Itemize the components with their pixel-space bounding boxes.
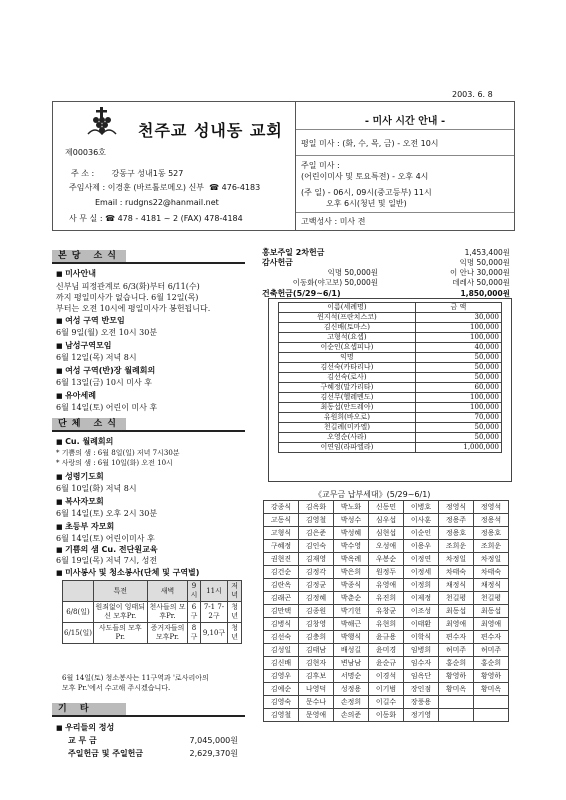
donor-name: 고형석(요셉) (279, 333, 416, 343)
office-phone: 478 - 4181 ~ 2 (117, 214, 179, 223)
donor-name: 윈지석(프란치스코) (279, 313, 416, 323)
payer-name: 김건순 (264, 566, 299, 579)
donor-name: 천길례(미카엘) (279, 423, 416, 433)
table-row (264, 540, 509, 553)
volunteer-title: ■ 미사봉사 및 청소봉사(단체 및 구역별) (56, 567, 199, 578)
email-address[interactable]: rudgns22@hanmail.net (124, 198, 219, 207)
elementary-mothers-title: ■ 초등부 자모회 (56, 521, 114, 532)
women-meeting-body: 6월 9일(월) 오전 10시 30분 (56, 328, 158, 337)
payer-name: 채정식 (474, 579, 509, 592)
divider (52, 262, 245, 264)
table-header: 새벽 (147, 581, 188, 602)
payer-name: 정기영 (404, 709, 439, 722)
prayer-meeting-body: 6월 10일(화) 저녁 8시 (56, 484, 137, 493)
payer-name: 김충희 (299, 631, 334, 644)
payer-name: 배성길 (334, 644, 369, 657)
payer-name: 황영하 (474, 670, 509, 683)
table-row (279, 323, 502, 333)
cu-meeting-line-2: * 사랑의 샘 : 6월 10일(화) 오전 10시 (56, 459, 173, 467)
donor-amount: 50,000 (415, 433, 501, 443)
payer-name: 황영하 (439, 670, 474, 683)
table-row (264, 605, 509, 618)
table-cell: 증거자들의 모후Pr. (147, 623, 188, 644)
payer-name: 문수나 (299, 696, 334, 709)
payer-name: 김현자 (299, 657, 334, 670)
payer-name: 유현희 (369, 618, 404, 631)
payer-name: 편수자 (474, 631, 509, 644)
payers-grid (263, 500, 509, 722)
table-row (264, 683, 509, 696)
table-cell: 청년 (228, 602, 242, 623)
sunday-mass-children: (어린이미사 및 토요특전) - 오후 4시 (301, 172, 429, 181)
building-fund-table (278, 302, 502, 453)
payer-name: 김영철 (264, 709, 299, 722)
weekday-mass: 평일 미사 : (화, 수, 목, 금) - 오전 10시 (301, 139, 439, 148)
table-row (279, 413, 502, 423)
payer-name: 이정세 (404, 566, 439, 579)
payer-name: 황미옥 (474, 683, 509, 696)
table-row (279, 373, 502, 383)
donor-name: 구혜정(말가리타) (279, 383, 416, 393)
table-row (264, 657, 509, 670)
payer-name: 김선숙 (264, 631, 299, 644)
payer-name: 김영철 (299, 514, 334, 527)
office-fax: (FAX) 478-4184 (180, 214, 243, 223)
payer-name: 최영애 (474, 618, 509, 631)
table-row (279, 433, 502, 443)
payer-name: 유영애 (369, 579, 404, 592)
table-cell: 청년 (228, 623, 242, 644)
payer-name: 윤미경 (369, 644, 404, 657)
donor-name: 오영순(사라) (279, 433, 416, 443)
table-row (63, 602, 242, 623)
payer-name: 이제정 (404, 592, 439, 605)
donor-amount: 40,000 (415, 343, 501, 353)
thanks-row: 익명 50,000원 (327, 268, 378, 277)
payer-name: 신동민 (369, 501, 404, 514)
payer-name (474, 709, 509, 722)
payer-name: 정영식 (439, 501, 474, 514)
thanks-row: 데레사 50,000원 (452, 278, 510, 287)
donor-amount: 50,000 (415, 353, 501, 363)
volunteer-table (62, 580, 242, 644)
table-row (264, 553, 509, 566)
offering-amount: 7,045,000원 (189, 736, 238, 745)
payer-name (439, 709, 474, 722)
table-row (264, 631, 509, 644)
table-cell: 6/15(일) (63, 623, 94, 644)
payer-name: 이기범 (369, 683, 404, 696)
payer-name: 김재영 (299, 553, 334, 566)
priest-label: 주임사제 : (69, 183, 106, 192)
payer-name: 윤규용 (369, 631, 404, 644)
donor-amount: 100,000 (415, 403, 501, 413)
grape-cross-logo-icon (85, 106, 119, 138)
cu-meeting-title: ■ Cu. 월례회의 (56, 436, 113, 447)
payer-name: 우봉순 (369, 553, 404, 566)
donor-amount: 60,000 (415, 383, 501, 393)
payer-name: 이길수 (369, 696, 404, 709)
table-row (264, 592, 509, 605)
table-row (264, 579, 509, 592)
table-header-row (63, 581, 242, 602)
payer-name: 조희운 (474, 540, 509, 553)
church-name: 천주교 성내동 교회 (138, 121, 283, 140)
building-fund-total: 1,850,000원 (460, 289, 510, 298)
sunday-mass-evening: 오후 6시(청년 및 일반) (326, 199, 407, 208)
payer-name: 이태환 (404, 618, 439, 631)
payer-name: 김정균 (299, 579, 334, 592)
payer-name: 김후보 (299, 670, 334, 683)
payer-name: 박행식 (334, 631, 369, 644)
table-row (264, 566, 509, 579)
payer-name: 임병희 (404, 644, 439, 657)
altar-mothers-title: ■ 복사자모회 (56, 496, 104, 507)
offering-amount: 2,629,370원 (189, 749, 238, 758)
payer-name: 이순인 (404, 527, 439, 540)
payer-name (439, 696, 474, 709)
table-cell: 천사들의 모후Pr. (147, 602, 188, 623)
table-cell: 7-1 7-2구 (200, 602, 228, 623)
thanks-row: 이 안나 30,000원 (450, 268, 510, 277)
priest-phone: 476-4183 (221, 183, 261, 192)
offering-label: 주일헌금 및 주일헌금 (68, 749, 144, 758)
donor-amount: 50,000 (415, 423, 501, 433)
thanks-row: 이동화(야고보) 50,000원 (292, 278, 378, 287)
sunday-mass-main: (주 일) - 06시, 09시(중고등부) 11시 (301, 188, 432, 197)
priest-name: 이경훈 (바르톨로메오) 신부 (107, 183, 205, 192)
payer-name: 정용석 (474, 514, 509, 527)
payer-name: 박종식 (334, 579, 369, 592)
payer-name: 고동식 (264, 514, 299, 527)
group-news-heading: 단체 소식 (52, 418, 126, 430)
payer-name: 박해근 (334, 618, 369, 631)
table-header: 금 액 (415, 303, 501, 313)
payer-name: 김은준 (299, 527, 334, 540)
payer-name: 김영우 (264, 670, 299, 683)
payer-name: 성정용 (334, 683, 369, 696)
payer-name: 강종식 (264, 501, 299, 514)
table-row (264, 709, 509, 722)
payer-name: 정용호 (439, 527, 474, 540)
payer-name: 이정연 (404, 553, 439, 566)
email-label: Email : (95, 198, 123, 207)
table-row (279, 443, 502, 453)
cu-meeting-line-1: * 기쁨의 샘 : 6월 8일(일) 저녁 7시30분 (56, 449, 180, 457)
volunteer-note-line-2: 모후 Pr.'에서 수고해 주시겠습니다. (62, 684, 171, 692)
payers-title: 《교무금 납부세대》(5/29~6/1) (314, 490, 431, 499)
payer-name: 최영애 (439, 618, 474, 631)
payer-name: 차태숙 (474, 566, 509, 579)
thanks-offering-label: 감사헌금 (262, 258, 293, 267)
donor-name: 김선숙(로사) (279, 373, 416, 383)
table-cell: 6구 (188, 602, 200, 623)
parish-news-heading: 본당 소식 (52, 250, 126, 262)
donor-rows (279, 303, 502, 453)
donor-amount: 100,000 (415, 333, 501, 343)
payer-name: 허미주 (474, 644, 509, 657)
payer-name (474, 696, 509, 709)
men-meeting-body: 6월 12일(목) 저녁 8시 (56, 353, 137, 362)
address: 강동구 성내1동 527 (111, 169, 184, 178)
payer-name: 윤순규 (369, 657, 404, 670)
table-header: 이름(세례명) (279, 303, 416, 313)
payer-name: 천길평 (439, 592, 474, 605)
table-row (279, 343, 502, 353)
table-row (63, 623, 242, 644)
table-row (279, 353, 502, 363)
women-monthly-title: ■ 여성 구역(반)장 월례회의 (56, 365, 155, 376)
table-row (279, 333, 502, 343)
payer-name: 이조성 (404, 605, 439, 618)
divider (296, 155, 514, 156)
payer-name: 홍순희 (439, 657, 474, 670)
table-row (279, 393, 502, 403)
payer-name: 변남남 (334, 657, 369, 670)
payer-name: 박은희 (334, 566, 369, 579)
payer-name: 박춘순 (334, 592, 369, 605)
payer-name: 김영숙 (264, 696, 299, 709)
table-header: 특전 (93, 581, 147, 602)
payer-name: 이용우 (404, 540, 439, 553)
payer-name: 이경석 (369, 670, 404, 683)
issue-number: 제00036호 (65, 148, 106, 157)
payer-name: 문영애 (299, 709, 334, 722)
donor-amount: 70,000 (415, 413, 501, 423)
payer-name: 이정희 (404, 579, 439, 592)
donor-name: 익명 (279, 353, 416, 363)
payer-name: 김인숙 (299, 540, 334, 553)
payer-name: 김정혜 (299, 592, 334, 605)
table-cell: 8구 (188, 623, 200, 644)
payer-name: 차정일 (439, 553, 474, 566)
payer-name: 최동섭 (474, 605, 509, 618)
divider (52, 715, 245, 717)
promo-offering-label: 홍보주일 2차헌금 (262, 248, 325, 257)
payer-name: 이병호 (404, 501, 439, 514)
women-meeting-title: ■ 여성 구역 반모임 (56, 315, 125, 326)
payer-name: 이사훈 (404, 514, 439, 527)
cu-education-body: 6월 19일(목) 저녁 7시, 성전 (56, 556, 158, 565)
office-line (69, 213, 243, 224)
office-label: 사 무 실 : (69, 214, 103, 223)
payer-name: 정용주 (439, 514, 474, 527)
address-label: 주 소 : (71, 169, 95, 178)
building-fund-label: 건축헌금(5/29~6/1) (262, 289, 341, 298)
donor-name: 김선숙(카타리나) (279, 363, 416, 373)
promo-offering-amount: 1,453,400원 (464, 248, 510, 257)
donor-amount: 1,000,000 (415, 443, 501, 453)
donor-amount: 30,000 (415, 313, 501, 323)
payer-name: 최동섭 (439, 605, 474, 618)
payer-name: 오성애 (369, 540, 404, 553)
payer-name: 유진희 (369, 592, 404, 605)
donor-name: 김선무(헬레멘도) (279, 393, 416, 403)
payer-name: 천길평 (474, 592, 509, 605)
payer-name: 이동화 (369, 709, 404, 722)
donor-name: 이순인(요셉피나) (279, 343, 416, 353)
payer-name: 김래곤 (264, 592, 299, 605)
priest-line (69, 182, 260, 193)
payer-name: 김성일 (264, 644, 299, 657)
payer-name: 김종원 (299, 605, 334, 618)
payer-name: 심현섭 (369, 527, 404, 540)
table-row (264, 696, 509, 709)
payer-name: 나영덕 (299, 683, 334, 696)
payer-name: 김정각 (299, 566, 334, 579)
table-header-row (279, 303, 502, 313)
payer-name: 손의준 (334, 709, 369, 722)
altar-mothers-body: 6월 14일(토) 오후 2시 30분 (56, 509, 158, 518)
payer-name: 편수자 (439, 631, 474, 644)
payer-name: 손정희 (334, 696, 369, 709)
payer-rows (264, 501, 509, 722)
elementary-mothers-body: 6월 14일(토) 어린이미사 후 (56, 534, 155, 543)
payer-name: 박기헌 (334, 605, 369, 618)
mass-schedule-title: - 미사 시간 안내 - (364, 116, 446, 127)
cu-education-title: ■ 기쁨의 샘 Cu. 전단원교육 (56, 544, 158, 555)
table-cell: 사도들의 모후Pr. (93, 623, 147, 644)
payer-name: 권현진 (264, 553, 299, 566)
payer-name: 조희운 (439, 540, 474, 553)
phone-icon: ☎ (206, 183, 222, 192)
women-monthly-body: 6월 13일(금) 10시 미사 후 (56, 378, 152, 387)
payer-name: 고형식 (264, 527, 299, 540)
payer-name: 김신배 (264, 657, 299, 670)
table-header: 11시 (200, 581, 228, 602)
payer-name: 유창균 (369, 605, 404, 618)
address-line (71, 168, 183, 179)
payer-name: 김란옥 (264, 579, 299, 592)
payer-name: 임수자 (404, 657, 439, 670)
payer-name: 박성혜 (334, 527, 369, 540)
volunteer-note-line-1: 6월 14일(토) 청소봉사는 11구역과 '로사리아의 (62, 674, 209, 682)
divider (296, 212, 514, 213)
infant-baptism-body: 6월 14일(토) 어린이 미사 후 (56, 403, 158, 412)
payer-name: 홍순희 (474, 657, 509, 670)
payer-name: 차정일 (474, 553, 509, 566)
table-cell: 6/8(일) (63, 602, 94, 623)
donor-name: 이연임(라파엘라) (279, 443, 416, 453)
mass-guide-line-1: 신부님 피정관계로 6/3(화)부터 6/11(수) (56, 282, 200, 291)
payer-name: 박노화 (334, 501, 369, 514)
donor-amount: 50,000 (415, 363, 501, 373)
payer-name: 김예순 (264, 683, 299, 696)
divider (296, 129, 514, 130)
offering-title: ■ 우리들의 정성 (56, 722, 114, 733)
donor-amount: 100,000 (415, 323, 501, 333)
payer-name: 이학식 (404, 631, 439, 644)
payer-name: 구혜정 (264, 540, 299, 553)
payer-name: 채정식 (439, 579, 474, 592)
table-header (63, 581, 94, 602)
table-row (264, 514, 509, 527)
donor-amount: 100,000 (415, 393, 501, 403)
table-row (279, 363, 502, 373)
table-cell: 원죄없이 잉태되신 모후Pr. (93, 602, 147, 623)
donor-name: 최동섭(안드레아) (279, 403, 416, 413)
payer-name: 김창영 (299, 618, 334, 631)
table-row (279, 313, 502, 323)
prayer-meeting-title: ■ 성령기도회 (56, 471, 104, 482)
payer-name: 정영석 (474, 501, 509, 514)
payer-name: 서명순 (334, 670, 369, 683)
table-row (279, 423, 502, 433)
mass-schedule (295, 102, 515, 230)
table-cell: 9,10구 (200, 623, 228, 644)
payer-name: 김만택 (264, 605, 299, 618)
table-row (264, 618, 509, 631)
table-row (279, 403, 502, 413)
masthead-left (53, 102, 295, 230)
mass-guide-line-3: 부터는 오전 10시에 평일미사가 봉헌됩니다. (56, 304, 211, 313)
payer-name: 박옥례 (334, 553, 369, 566)
table-row (279, 383, 502, 393)
payer-name: 차태숙 (439, 566, 474, 579)
payer-name: 김옥화 (299, 501, 334, 514)
infant-baptism-title: ■ 유아세례 (56, 390, 96, 401)
mass-guide-line-2: 까지 평일미사가 없습니다. 6월 12일(목) (56, 293, 199, 302)
sunday-mass-label: 주일 미사 : (301, 161, 340, 170)
issue-date: 2003. 6. 8 (452, 90, 493, 99)
other-heading: 기 타 (52, 703, 126, 715)
payer-name: 정용호 (474, 527, 509, 540)
table-header: 저녁 (228, 581, 242, 602)
mass-guide-title: ■ 미사안내 (56, 268, 96, 279)
payer-name: 박성수 (334, 514, 369, 527)
men-meeting-title: ■ 남성구역모임 (56, 340, 111, 351)
confession-time: 고백성사 : 미사 전 (301, 217, 366, 226)
payer-name: 원정두 (369, 566, 404, 579)
payer-name: 황미옥 (439, 683, 474, 696)
payer-name: 장풍용 (404, 696, 439, 709)
donor-amount: 50,000 (415, 373, 501, 383)
email-line (95, 198, 219, 207)
thanks-row: 익명 50,000원 (459, 258, 510, 267)
payer-name: 김태남 (299, 644, 334, 657)
table-row (264, 644, 509, 657)
payer-name: 장인점 (404, 683, 439, 696)
table-row (264, 670, 509, 683)
offering-label: 교 무 금 (68, 736, 97, 745)
table-header: 9시 (188, 581, 200, 602)
payer-name: 임옥단 (404, 670, 439, 683)
payer-name: 심우섭 (369, 514, 404, 527)
phone-icon: ☎ (105, 214, 118, 223)
table-row (264, 527, 509, 540)
table-row (264, 501, 509, 514)
payer-name: 허미주 (439, 644, 474, 657)
divider (52, 430, 245, 432)
masthead (52, 101, 515, 231)
payer-name: 김병식 (264, 618, 299, 631)
donor-name: 김신배(토마스) (279, 323, 416, 333)
payer-name: 박수영 (334, 540, 369, 553)
donor-name: 유원희(바오로) (279, 413, 416, 423)
